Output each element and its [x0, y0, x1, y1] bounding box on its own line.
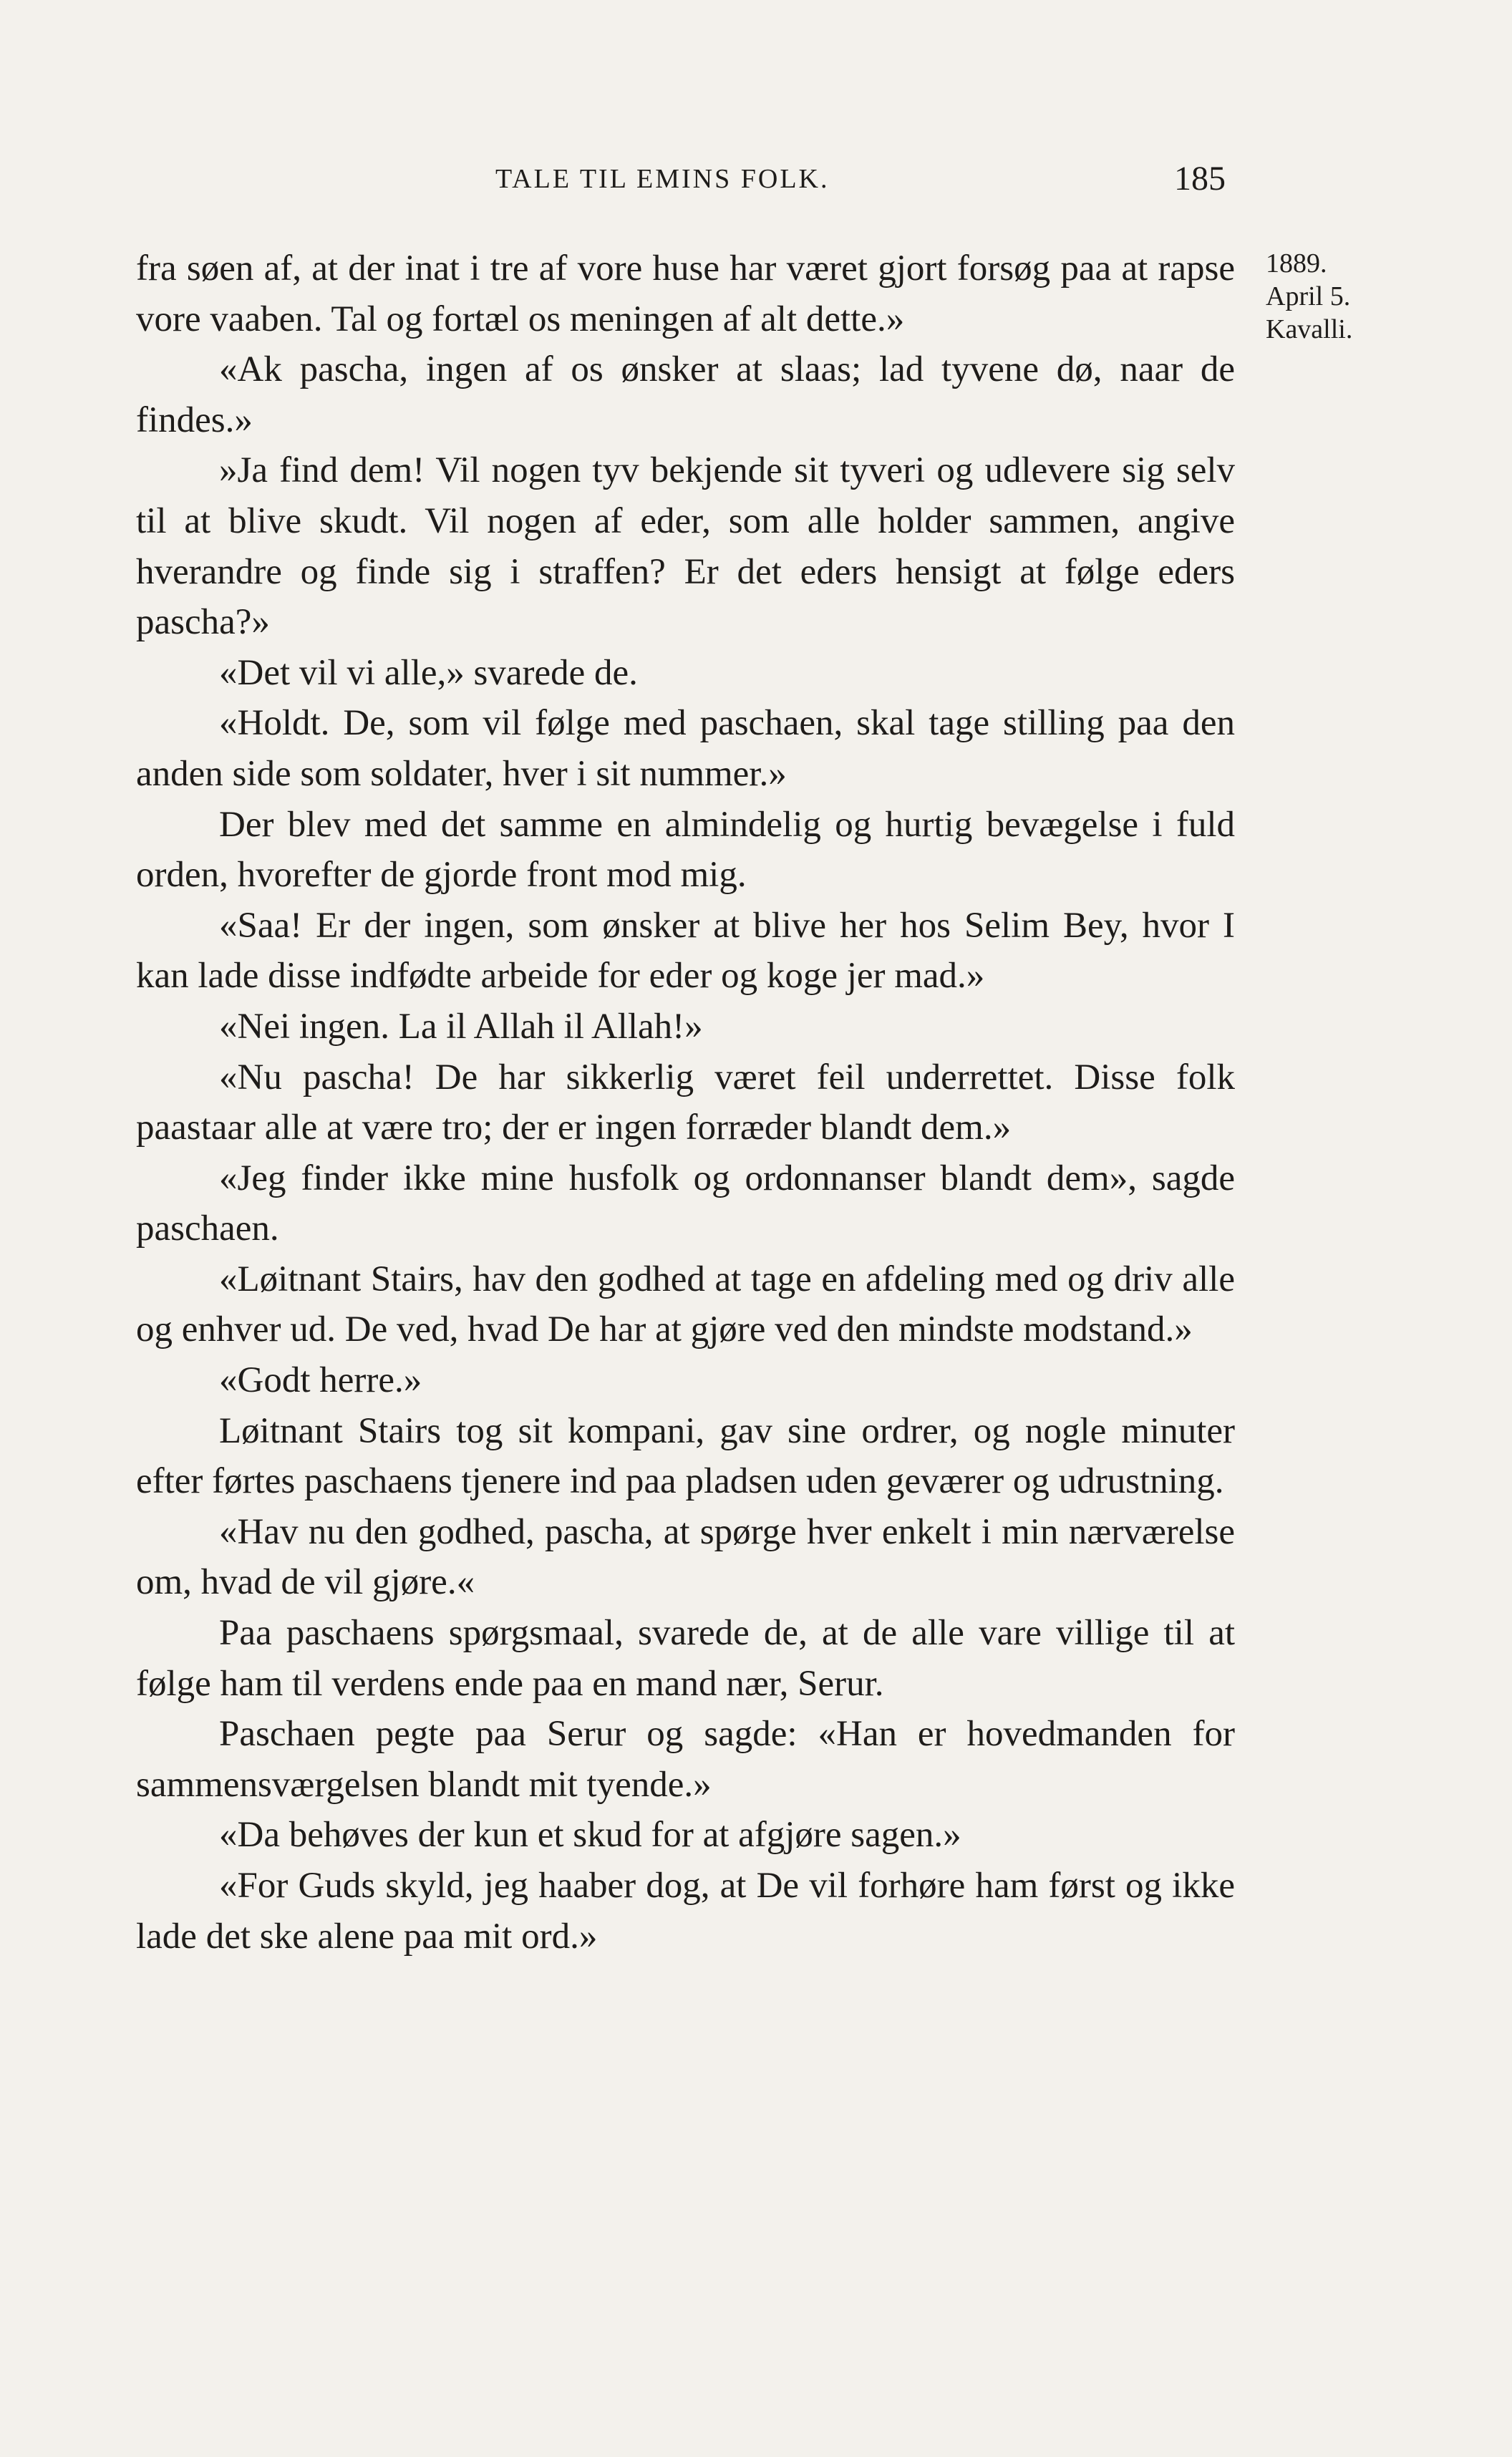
paragraph: «Jeg finder ikke mine husfolk og ordonnanser blandt dem», sagde paschaen. — [136, 1158, 1235, 1249]
margin-note-place: Kavalli. — [1266, 314, 1353, 344]
paragraph: Paschaen pegte paa Serur og sagde: «Han er hovedmanden for sammensværgelsen blandt mit tyende.» — [136, 1714, 1235, 1805]
running-title: TALE TIL EMINS FOLK. — [495, 164, 830, 194]
body-text — [136, 243, 1235, 1962]
paragraph: »Ja find dem! Vil nogen tyv bekjende sit tyveri og udlevere sig selv til at blive skudt. Vil nogen af eder, som alle holder sammen, angive hverandre og finde sig i straffen? Er det eders hensigt at følge eders pascha?» — [136, 450, 1235, 643]
margin-note — [1266, 247, 1373, 346]
paragraph: «Saa! Er der ingen, som ønsker at blive her hos Selim Bey, hvor I kan lade disse indfødte arbeide for eder og koge jer mad.» — [136, 905, 1235, 997]
paragraph: Løitnant Stairs tog sit kompani, gav sine ordrer, og nogle minuter efter førtes paschaens tjenere ind paa pladsen uden geværer og udrustning. — [136, 1410, 1235, 1502]
paragraph: Paa paschaens spørgsmaal, svarede de, at de alle vare villige til at følge ham til verdens ende paa en mand nær, Serur. — [136, 1613, 1235, 1704]
paragraph: Der blev med det samme en almindelig og hurtig bevægelse i fuld orden, hvorefter de gjorde front mod mig. — [136, 804, 1235, 896]
margin-note-date: April 5. — [1266, 281, 1351, 311]
page-number: 185 — [1174, 160, 1226, 198]
paragraph: «Ak pascha, ingen af os ønsker at slaas; lad tyvene dø, naar de findes.» — [136, 349, 1235, 440]
paragraph: «Nu pascha! De har sikkerlig været feil underrettet. Disse folk paastaar alle at være tro; der er ingen forræder blandt dem.» — [136, 1057, 1235, 1148]
paragraph: «For Guds skyld, jeg haaber dog, at De vil forhøre ham først og ikke lade det ske alene paa mit ord.» — [136, 1866, 1235, 1957]
paragraph: «Da behøves der kun et skud for at afgjøre sagen.» — [219, 1815, 961, 1856]
margin-note-year: 1889. — [1266, 248, 1327, 278]
paragraph: «Nei ingen. La il Allah il Allah!» — [219, 1006, 703, 1047]
paragraph: «Det vil vi alle,» svarede de. — [219, 652, 638, 693]
paragraph: «Godt herre.» — [219, 1360, 422, 1401]
paragraph: «Holdt. De, som vil følge med paschaen, skal tage stilling paa den anden side som soldater, hver i sit nummer.» — [136, 703, 1235, 794]
paragraph: «Løitnant Stairs, hav den godhed at tage en afdeling med og driv alle og enhver ud. De ved, hvad De har at gjøre ved den mindste modstand.» — [136, 1259, 1235, 1350]
paragraph: fra søen af, at der inat i tre af vore huse har været gjort forsøg paa at rapse vore vaaben. Tal og fortæl os meningen af alt dette.» — [136, 248, 1235, 339]
paragraph: «Hav nu den godhed, pascha, at spørge hver enkelt i min nærværelse om, hvad de vil gjøre.« — [136, 1511, 1235, 1603]
